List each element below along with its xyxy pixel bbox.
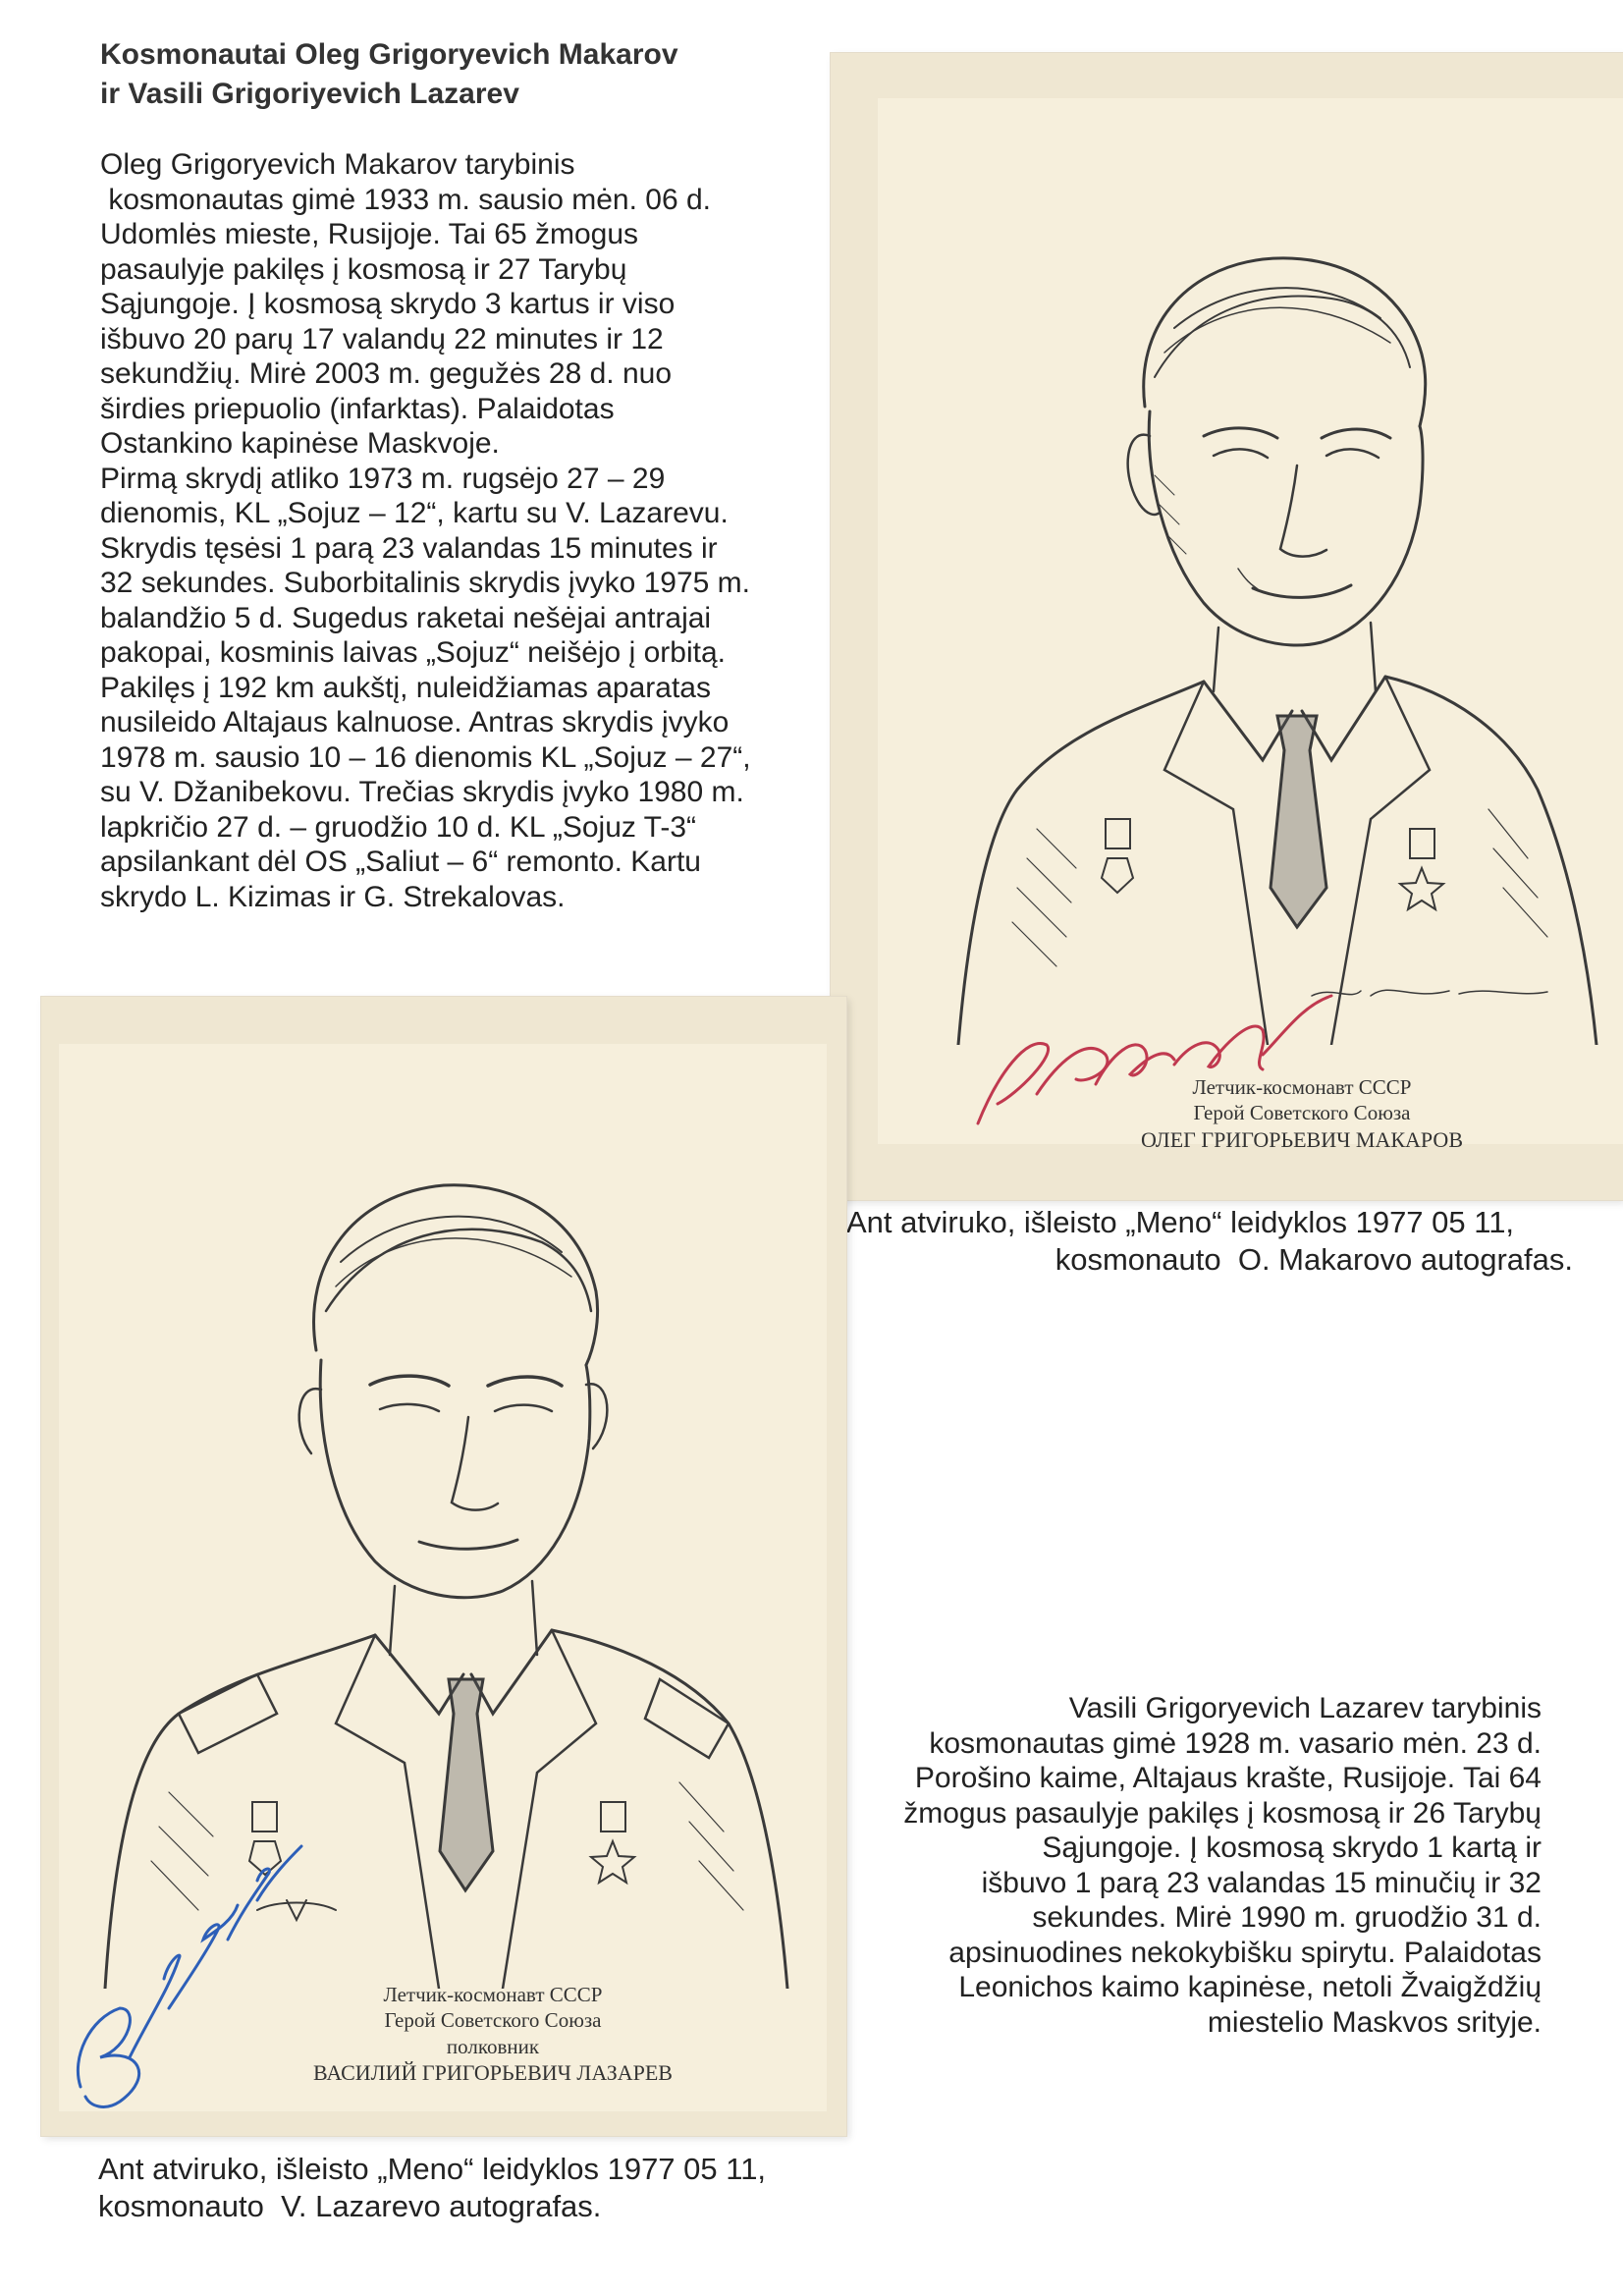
makarov-autograph-note xyxy=(846,1204,1573,1279)
bio-line: Vasili Grigoryevich Lazarev tarybinis xyxy=(1068,1692,1542,1724)
makarov-caption xyxy=(1076,1074,1528,1153)
bio-line: Pakilęs į 192 km aukštį, nuleidžiamas aparatas xyxy=(100,671,711,704)
bio-line: sekundes. Mirė 1990 m. gruodžio 31 d. xyxy=(1032,1901,1542,1934)
bio-line: Leonichos kaimo kapinėse, netoli Žvaigždžių xyxy=(958,1971,1542,2003)
caption-name: ВАСИЛИЙ ГРИГОРЬЕВИЧ ЛАЗАРЕВ xyxy=(313,2059,673,2085)
bio-line: Sąjungoje. Į kosmosą skrydo 3 kartus ir viso xyxy=(100,288,676,320)
caption-rank: полковник xyxy=(446,2034,540,2058)
bio-line: apsilankant dėl OS „Saliut – 6“ remonto. Kartu xyxy=(100,846,701,878)
caption-name: ОЛЕГ ГРИГОРЬЕВИЧ МАКАРОВ xyxy=(1140,1126,1463,1152)
bio-line: dienomis, KL „Sojuz – 12“, kartu su V. Lazarevu. xyxy=(100,497,729,529)
bio-line: Udomlės mieste, Rusijoje. Tai 65 žmogus xyxy=(100,218,639,250)
bio-line: skrydo L. Kizimas ir G. Strekalovas. xyxy=(100,880,566,913)
bio-line: pakopai, kosminis laivas „Sojuz“ neišėjo į orbitą. xyxy=(100,636,726,669)
bio-line: Oleg Grigoryevich Makarov tarybinis xyxy=(100,148,575,181)
bio-line: išbuvo 1 parą 23 valandas 15 minučių ir 32 xyxy=(981,1866,1542,1899)
note-line: Ant atviruko, išleisto „Meno“ leidyklos 1977 05 11, xyxy=(846,1205,1515,1239)
makarov-biography xyxy=(100,147,846,914)
bio-line: 32 sekundes. Suborbitalinis skrydis įvyko 1975 m. xyxy=(100,567,750,599)
bio-line: sekundžių. Mirė 2003 m. gegužės 28 d. nuo xyxy=(100,357,673,390)
bio-line: Ostankino kapinėse Maskvoje. xyxy=(100,427,500,460)
bio-line: su V. Džanibekovu. Trečias skrydis įvyko 1980 m. xyxy=(100,776,744,808)
bio-line: lapkričio 27 d. – gruodžio 10 d. KL „Sojuz T-3“ xyxy=(100,810,697,844)
bio-line: miestelio Maskvos srityje. xyxy=(1207,2005,1542,2039)
title-line-1: Kosmonautai Oleg Grigoryevich Makarov xyxy=(100,38,678,71)
bio-line: Skrydis tęsėsi 1 parą 23 valandas 15 minutes ir xyxy=(100,531,718,565)
bio-line: nusileido Altajaus kalnuose. Antras skrydis įvyko xyxy=(100,706,730,738)
caption-hero: Герой Советского Союза xyxy=(384,2008,602,2033)
bio-line: 1978 m. sausio 10 – 16 dienomis KL „Sojuz – 27“, xyxy=(100,740,751,774)
bio-line: kosmonautas gimė 1928 m. vasario mėn. 23 d. xyxy=(929,1726,1542,1760)
caption-title: Летчик-космонавт СССР xyxy=(383,1983,603,2006)
bio-line: žmogus pasaulyje pakilęs į kosmosą ir 26 Tarybų xyxy=(903,1796,1542,1830)
lazarev-biography xyxy=(864,1691,1542,2040)
title-line-2: ir Vasili Grigoriyevich Lazarev xyxy=(100,78,519,110)
bio-line: Porošino kaime, Altajaus krašte, Rusijoje. Tai 64 xyxy=(914,1762,1542,1794)
makarov-postcard xyxy=(831,53,1623,1200)
page-title xyxy=(100,35,827,114)
note-line: Ant atviruko, išleisto „Meno“ leidyklos 1977 05 11, xyxy=(98,2152,767,2186)
bio-line: Sąjungoje. Į kosmosą skrydo 1 kartą ir xyxy=(1042,1831,1542,1864)
bio-line: kosmonautas gimė 1933 m. sausio mėn. 06 d. xyxy=(100,183,712,216)
bio-line: širdies priepuolio (infarktas). Palaidotas xyxy=(100,392,615,425)
lazarev-postcard xyxy=(41,997,846,2136)
bio-line: apsinuodines nekokybišku spirytu. Palaidotas xyxy=(948,1936,1542,1969)
caption-title: Летчик-космонавт СССР xyxy=(1192,1075,1412,1099)
caption-hero: Герой Советского Союза xyxy=(1193,1101,1411,1125)
bio-line: išbuvo 20 parų 17 valandų 22 minutes ir 12 xyxy=(100,322,664,355)
note-line: kosmonauto O. Makarovo autografas. xyxy=(1055,1242,1573,1277)
bio-line: pasaulyje pakilęs į kosmosą ir 27 Tarybų xyxy=(100,252,627,286)
makarov-portrait-sketch xyxy=(939,181,1606,1045)
lazarev-autograph-note xyxy=(98,2151,825,2225)
bio-line: balandžio 5 d. Sugedus raketai nešėjai antrajai xyxy=(100,601,712,634)
bio-line: Pirmą skrydį atliko 1973 m. rugsėjo 27 – 29 xyxy=(100,462,666,495)
lazarev-caption xyxy=(267,1982,719,2086)
note-line: kosmonauto V. Lazarevo autografas. xyxy=(98,2189,602,2223)
